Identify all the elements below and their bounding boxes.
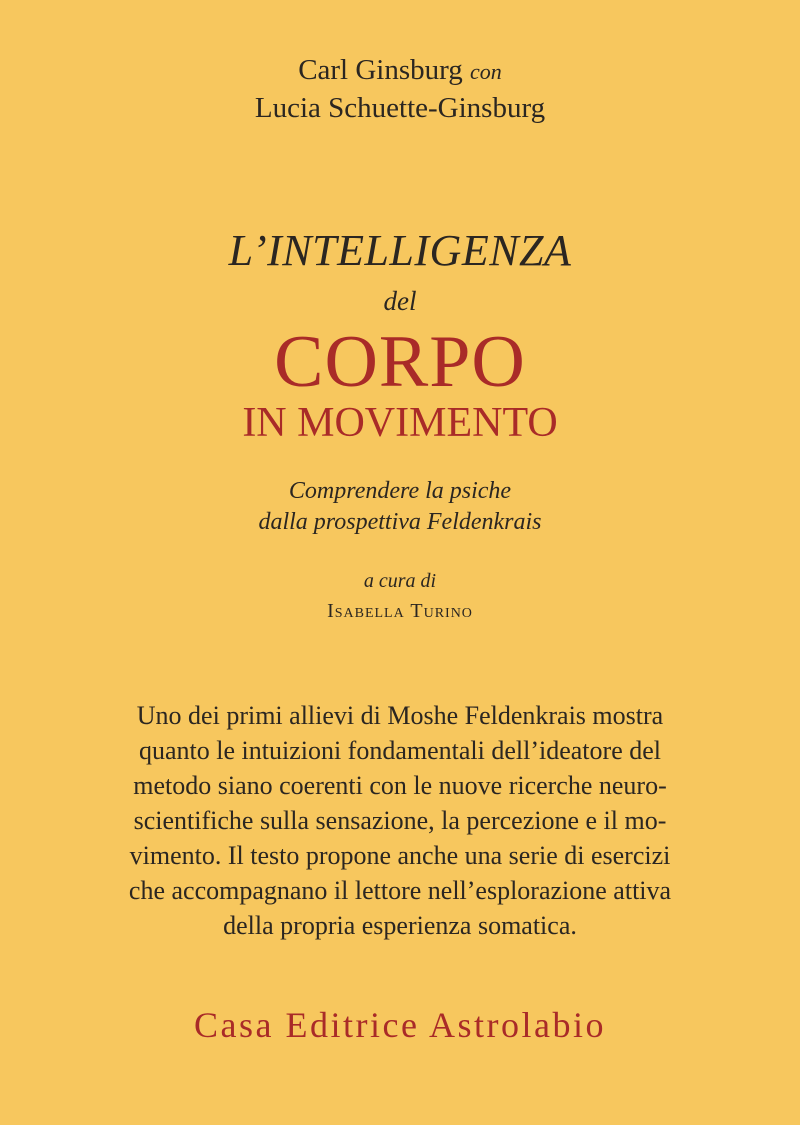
author-name-2: Lucia Schuette-Ginsburg [254,92,546,124]
blurb-line: che accompagnano il lettore nell’esplorazione attiva [128,876,672,905]
author-line-1 [0,52,800,90]
subtitle-line-2: dalla prospettiva Feldenkrais [258,509,542,535]
blurb-line: Uno dei primi allievi di Moshe Feldenkrais mostra [136,701,664,730]
publisher-name: Casa Editrice Astrolabio [194,1005,606,1045]
author-connector: con [470,59,502,84]
author-name-1: Carl Ginsburg [298,54,463,86]
blurb-line: quanto le intuizioni fondamentali dell’ideatore del [139,736,661,765]
title-line-4: IN MOVIMENTO [242,400,558,446]
title-line-1: L’INTELLIGENZA [228,226,572,275]
title-line-3: CORPO [274,321,526,403]
blurb [110,698,690,943]
subtitle [0,476,800,538]
editor-name: Isabella Turino [327,600,473,622]
blurb-line: scientifiche sulla sensazione, la percezione e il mo- [133,806,667,835]
blurb-line: della propria esperienza somatica. [223,911,577,940]
authors [0,52,800,126]
curated-by-label: a cura di [363,570,437,592]
blurb-line: metodo siano coerenti con le nuove ricerche neuro- [133,771,667,800]
title-line-2: del [383,286,417,316]
blurb-line: vimento. Il testo propone anche una serie di esercizi [129,841,671,870]
subtitle-line-1: Comprendere la psiche [288,478,512,504]
